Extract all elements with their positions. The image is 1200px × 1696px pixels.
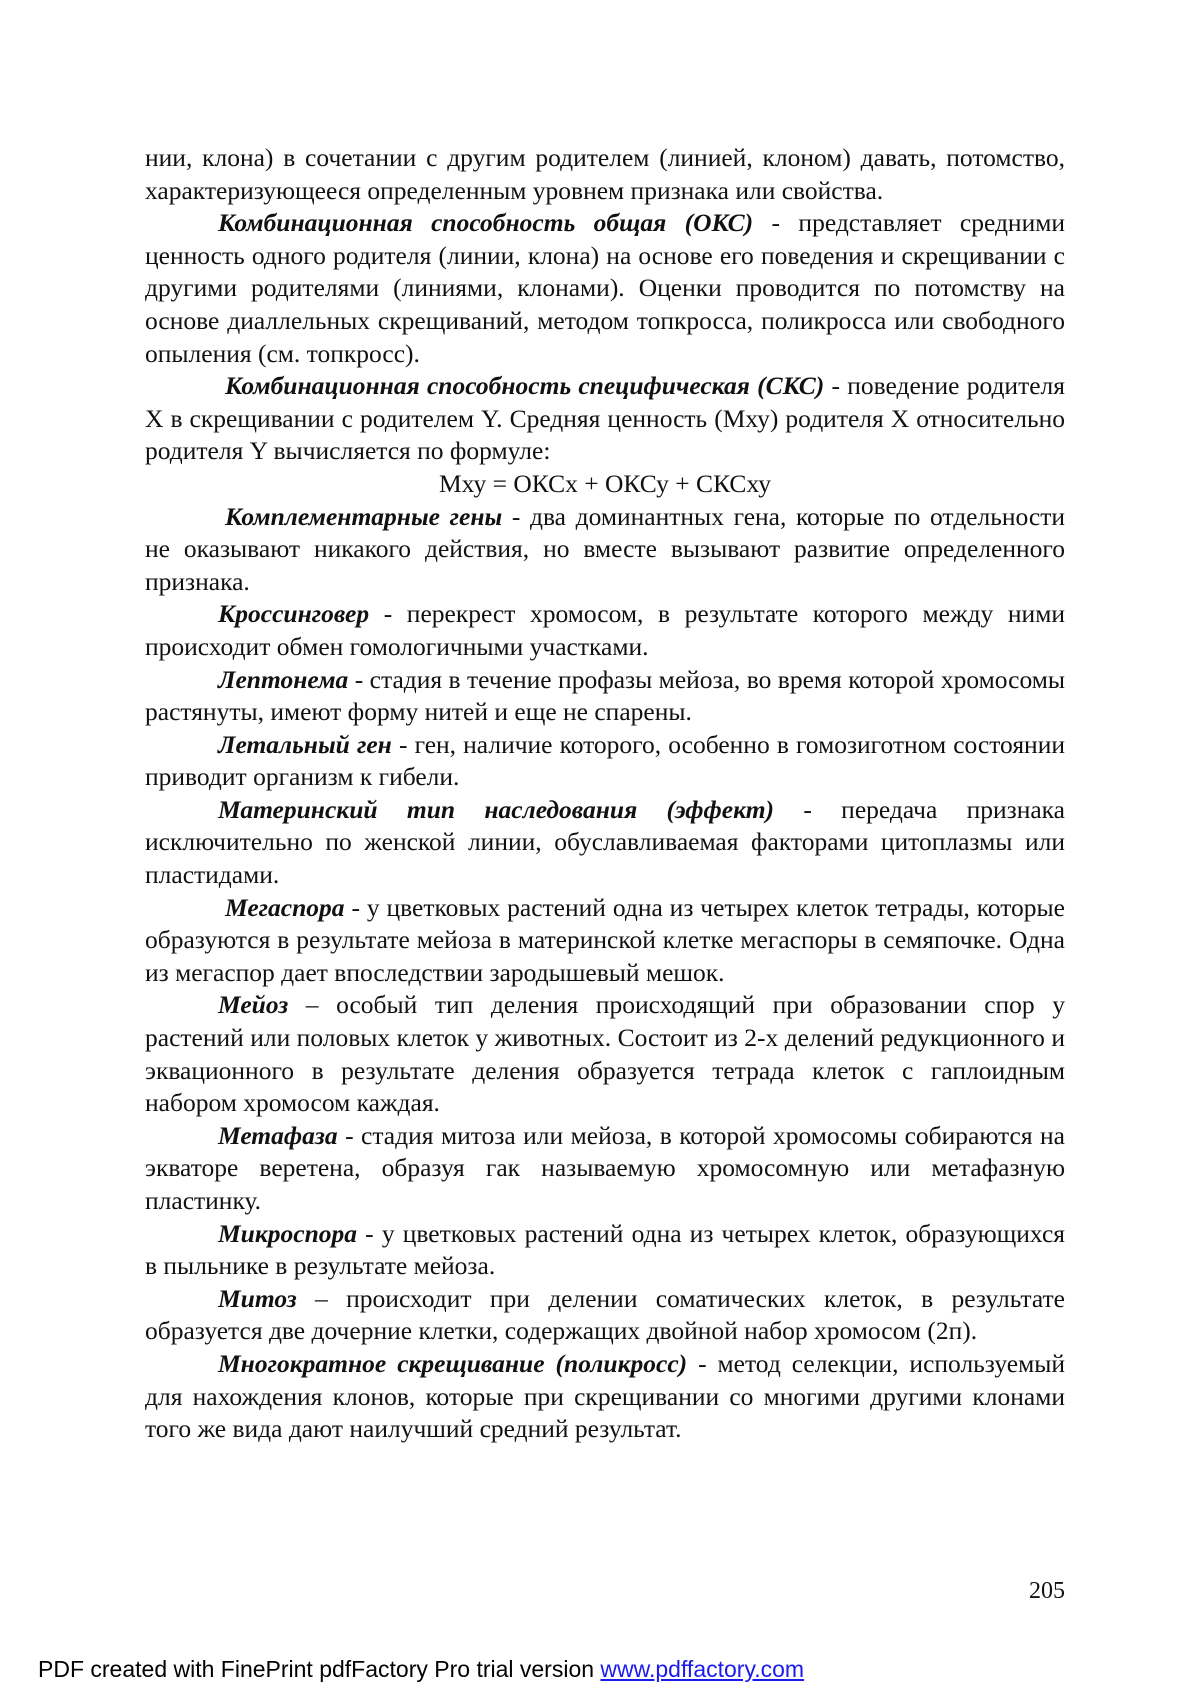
pdf-footer xyxy=(38,1656,804,1683)
footer-text: PDF created with FinePrint pdfFactory Pro trial version xyxy=(38,1656,601,1682)
term: Комбинационная способность общая (ОКС) xyxy=(218,208,754,238)
definition-text: - представляет средними ценность одного родителя (линии, клона) на основе его поведения и скрещивании с другими родителями (линиями, клонами). Оценки проводится по потомству на основе диаллельных скрещиваний, методом топкросса, поликросса или свободного опыления (см. топкросс). xyxy=(145,208,1065,368)
definition-microspore xyxy=(145,1218,1065,1283)
definition-sks xyxy=(145,370,1065,468)
definition-text: - у цветковых растений одна из четырех клеток тетрады, которые образуются в результате мейоза в материнской клетке мегаспоры в семяпочке. Одна из мегаспор дает впоследствии зародышевый мешок. xyxy=(145,892,1065,987)
formula-text: Мху = ОКСх + ОКСу + СКСху xyxy=(439,468,771,498)
definition-text: - перекрест хромосом, в результате которого между ними происходит обмен гомологичными участками. xyxy=(145,599,1065,661)
term: Летальный ген xyxy=(218,729,392,759)
page-number: 205 xyxy=(1029,1578,1065,1604)
definition-oks xyxy=(145,207,1065,370)
definition-megaspore xyxy=(145,892,1065,990)
footer-link[interactable]: www.pdffactory.com xyxy=(600,1656,805,1682)
definition-crossingover xyxy=(145,598,1065,663)
definition-mitosis xyxy=(145,1283,1065,1348)
document-body xyxy=(145,142,1065,1446)
term: Многократное скрещивание (поликросс) xyxy=(218,1348,688,1378)
definition-text: - передача признака исключительно по женской линии, обуславливаемая факторами цитоплазмы или пластидами. xyxy=(145,794,1065,890)
definition-maternal-inheritance xyxy=(145,794,1065,892)
term: Мейоз xyxy=(218,990,289,1020)
term: Лептонема xyxy=(218,664,349,694)
definition-meiosis xyxy=(145,989,1065,1119)
term: Комплементарные гены xyxy=(225,501,503,531)
definition-text: – происходит при делении соматических клеток, в результате образуется две дочерние клетки, содержащих двойной набор хромосом (2п). xyxy=(145,1283,1065,1346)
paragraph-text: нии, клона) в сочетании с другим родителем (линией, клоном) давать, потомство, характеризующееся определенным уровнем признака или свойства. xyxy=(145,143,1065,205)
formula xyxy=(145,468,1065,501)
definition-text: - у цветковых растений одна из четырех клеток, образующихся в пыльнике в результате мейоза. xyxy=(145,1218,1065,1281)
term: Кроссинговер xyxy=(218,599,370,629)
term: Микроспора xyxy=(218,1218,358,1248)
term: Материнский тип наследования (эффект) xyxy=(218,794,775,824)
term: Комбинационная способность специфическая (СКС) xyxy=(225,371,825,401)
definition-text: - ген, наличие которого, особенно в гомозиготном состоянии приводит организм к гибели. xyxy=(145,729,1065,792)
term: Мегаспора xyxy=(225,892,345,922)
definition-lethal-gene xyxy=(145,729,1065,794)
term: Митоз xyxy=(218,1283,297,1313)
definition-complementary-genes xyxy=(145,501,1065,599)
paragraph-continuation xyxy=(145,142,1065,207)
definition-leptonema xyxy=(145,664,1065,729)
definition-text: - стадия митоза или мейоза, в которой хромосомы собираются на экваторе веретена, образуя гак называемую хромосомную или метафазную пластинку. xyxy=(145,1120,1065,1215)
definition-text: - метод селекции, используемый для нахождения клонов, которые при скрещивании со многими другими клонами того же вида дают наилучший средний результат. xyxy=(145,1348,1065,1444)
definition-metaphase xyxy=(145,1120,1065,1218)
definition-text: - поведение родителя X в скрещивании с родителем Y. Средняя ценность (Мху) родителя X относительно родителя Y вычисляется по формуле: xyxy=(145,371,1065,466)
definition-text: – особый тип деления происходящий при образовании спор у растений или половых клеток у животных. Состоит из 2-х делений редукционного и эквационного в результате деления образуется тетрада клеток с гаплоидным набором хромосом каждая. xyxy=(145,990,1065,1118)
definition-text: - стадия в течение профазы мейоза, во время которой хромосомы растянуты, имеют форму нитей и еще не спарены. xyxy=(145,664,1065,727)
definition-polycross xyxy=(145,1348,1065,1446)
term: Метафаза xyxy=(218,1120,338,1150)
definition-text: - два доминантных гена, которые по отдельности не оказывают никакого действия, но вместе вызывают развитие определенного признака. xyxy=(145,501,1065,596)
